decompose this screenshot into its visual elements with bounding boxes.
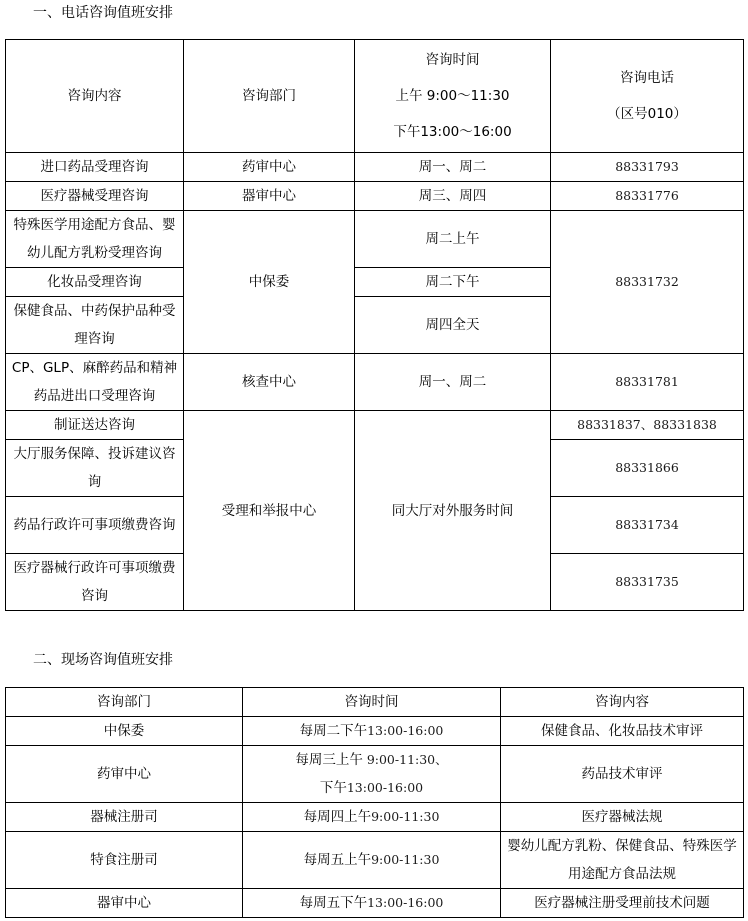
header-dept: 咨询部门 <box>6 688 243 717</box>
cell-content: 婴幼儿配方乳粉、保健食品、特殊医学用途配方食品法规 <box>501 832 744 889</box>
cell-dept: 中保委 <box>6 717 243 746</box>
cell-time: 周一、周二 <box>355 153 551 182</box>
cell-content: 医疗器械法规 <box>501 803 744 832</box>
header-content: 咨询内容 <box>501 688 744 717</box>
header-time-am: 上午 9:00～11:30 <box>395 88 510 104</box>
cell-time <box>243 889 501 918</box>
cell-time: 周一、周二 <box>355 354 551 411</box>
cell-phone: 88331781 <box>551 354 744 411</box>
table-row <box>6 354 744 411</box>
time-prefix: 每周五下午 <box>299 895 368 911</box>
table-row <box>6 717 744 746</box>
time2-prefix: 下午 <box>319 780 347 796</box>
header-time <box>355 40 551 153</box>
cell-dept: 药审中心 <box>184 153 355 182</box>
header-dept: 咨询部门 <box>184 40 355 153</box>
time-prefix: 每周三上午 <box>295 752 363 768</box>
cell-content: 药品技术审评 <box>501 746 744 803</box>
table-row <box>6 746 744 803</box>
table-row <box>6 182 744 211</box>
header-phone-area: （区号010） <box>607 106 687 122</box>
cell-time: 同大厅对外服务时间 <box>355 411 551 611</box>
cell-dept: 器械注册司 <box>6 803 243 832</box>
cell-dept: 药审中心 <box>6 746 243 803</box>
time-range: 9:00-11:30、 <box>362 752 448 767</box>
time-range: 13:00-16:00 <box>367 723 444 738</box>
cell-time <box>243 803 501 832</box>
table-row <box>6 889 744 918</box>
header-time: 咨询时间 <box>243 688 501 717</box>
cell-content: 进口药品受理咨询 <box>6 153 184 182</box>
cell-content: 大厅服务保障、投诉建议咨询 <box>6 440 184 497</box>
cell-phone: 88331735 <box>551 554 744 611</box>
cell-time <box>243 746 501 803</box>
header-time-title: 咨询时间 <box>425 52 480 68</box>
cell-phone: 88331793 <box>551 153 744 182</box>
cell-time: 周二上午 <box>355 211 551 268</box>
table-header-row <box>6 688 744 717</box>
cell-dept: 器审中心 <box>6 889 243 918</box>
cell-time: 周三、周四 <box>355 182 551 211</box>
time-range: 9:00-11:30 <box>371 809 440 824</box>
cell-content: 医疗器械行政许可事项缴费咨询 <box>6 554 184 611</box>
time-range: 9:00-11:30 <box>371 852 440 867</box>
time-range: 13:00-16:00 <box>367 895 444 910</box>
cell-dept: 特食注册司 <box>6 832 243 889</box>
cell-content: 保健食品、化妆品技术审评 <box>501 717 744 746</box>
header-content: 咨询内容 <box>6 40 184 153</box>
cell-content: 药品行政许可事项缴费咨询 <box>6 497 184 554</box>
table-row <box>6 832 744 889</box>
cell-content: 医疗器械受理咨询 <box>6 182 184 211</box>
cell-content: 医疗器械注册受理前技术问题 <box>501 889 744 918</box>
table-row <box>6 211 744 268</box>
time2-range: 13:00-16:00 <box>346 780 424 795</box>
time-prefix: 每周二下午 <box>299 723 368 739</box>
section2-title: 二、现场咨询值班安排 <box>33 652 173 668</box>
cell-dept: 器审中心 <box>184 182 355 211</box>
cell-content: CP、GLP、麻醉药品和精神药品进出口受理咨询 <box>6 354 184 411</box>
table-row <box>6 803 744 832</box>
cell-time <box>243 717 501 746</box>
cell-content: 保健食品、中药保护品种受理咨询 <box>6 297 184 354</box>
cell-dept: 受理和举报中心 <box>184 411 355 611</box>
cell-phone: 88331837、88331838 <box>551 411 744 440</box>
table-row <box>6 411 744 440</box>
time-prefix: 每周五上午 <box>303 852 372 868</box>
cell-phone: 88331776 <box>551 182 744 211</box>
cell-phone: 88331866 <box>551 440 744 497</box>
cell-content: 制证送达咨询 <box>6 411 184 440</box>
onsite-consult-table <box>5 687 744 918</box>
cell-content: 特殊医学用途配方食品、婴幼儿配方乳粉受理咨询 <box>6 211 184 268</box>
cell-time <box>243 832 501 889</box>
header-time-pm: 下午13:00～16:00 <box>393 124 512 140</box>
section1-title: 一、电话咨询值班安排 <box>33 5 173 21</box>
cell-dept: 中保委 <box>184 211 355 354</box>
time-prefix: 每周四上午 <box>303 809 372 825</box>
header-phone <box>551 40 744 153</box>
phone-consult-table <box>5 39 744 611</box>
cell-phone: 88331734 <box>551 497 744 554</box>
table-header-row <box>6 40 744 153</box>
cell-dept: 核查中心 <box>184 354 355 411</box>
header-phone-title: 咨询电话 <box>620 70 674 86</box>
cell-time: 周四全天 <box>355 297 551 354</box>
cell-content: 化妆品受理咨询 <box>6 268 184 297</box>
table-row <box>6 153 744 182</box>
cell-phone: 88331732 <box>551 211 744 354</box>
cell-time: 周二下午 <box>355 268 551 297</box>
